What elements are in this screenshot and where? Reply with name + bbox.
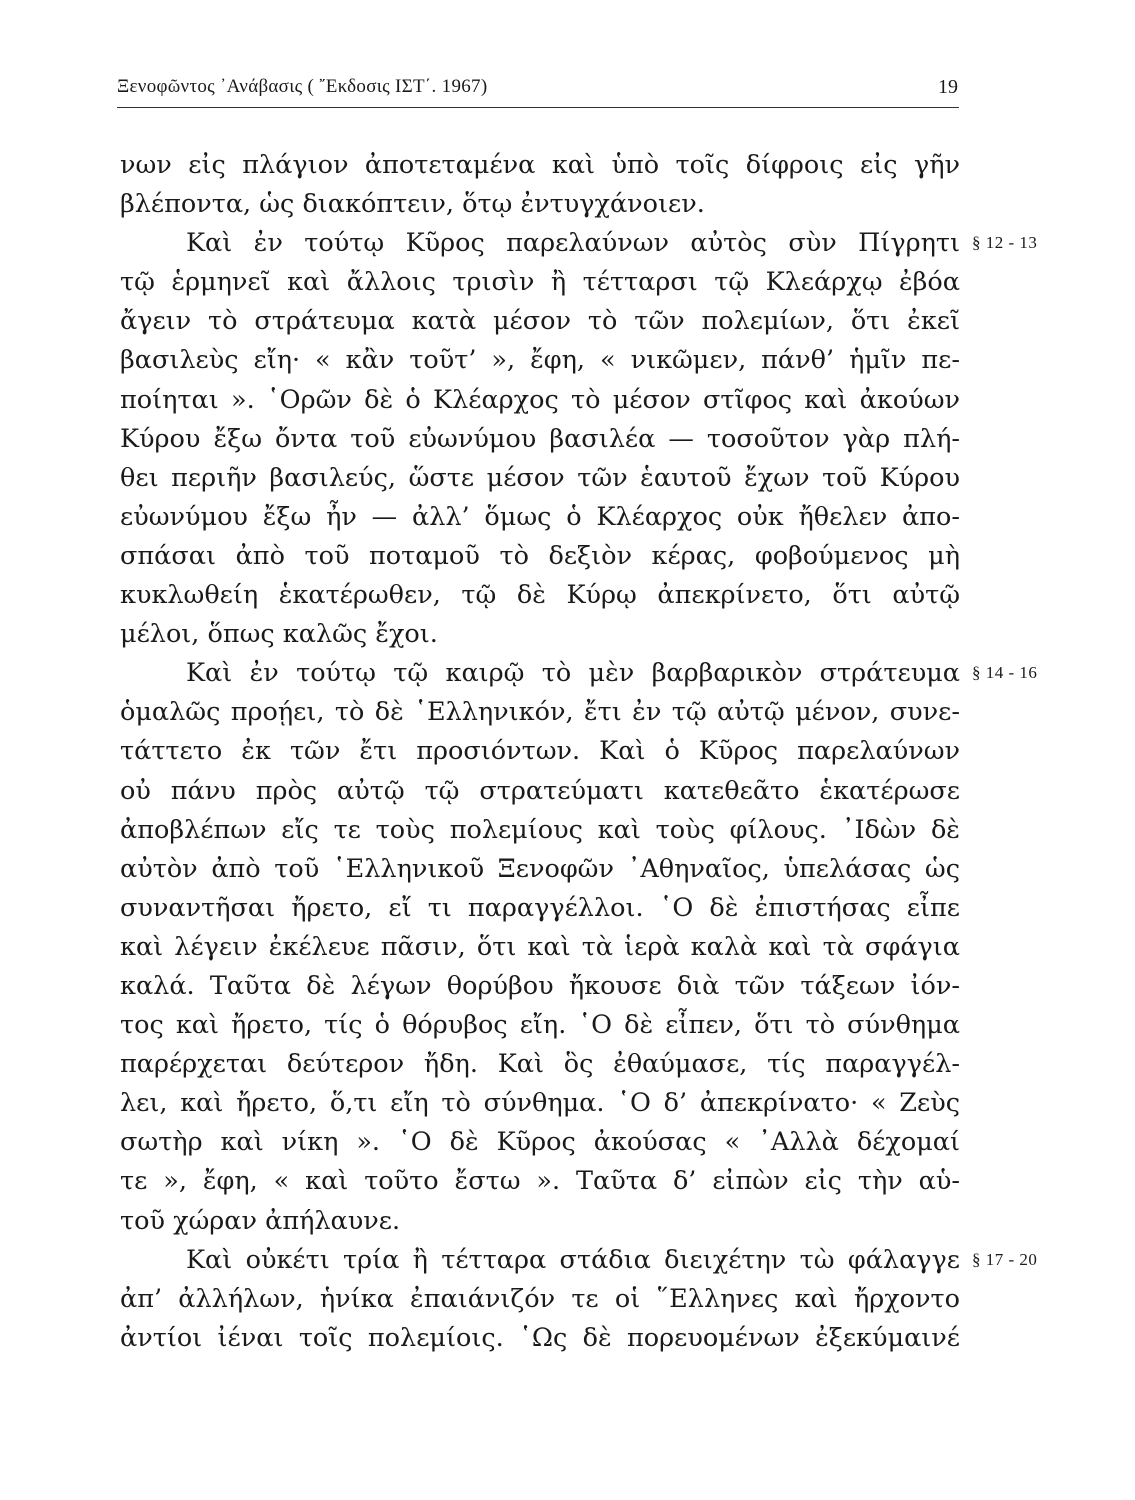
- text-line: μέλοι, ὅπως καλῶς ἔχοι.: [120, 619, 438, 650]
- text-line: τοῦ χώραν ἀπήλαυνε.: [120, 1205, 401, 1236]
- text-line: τῷ ἑρμηνεῖ καὶ ἄλλοις τρισὶν ἢ τέτταρσι τῷ Κλεάρχῳ ἐβόα: [120, 267, 960, 298]
- text-line: Κύρου ἔξω ὄντα τοῦ εὐωνύμου βασιλέα — τοσοῦτον γὰρ πλή-: [120, 423, 960, 454]
- running-title: Ξενοφῶντος ᾿Ανάβασις ( ῎Εκδοσις ΙΣΤ΄. 1967): [117, 76, 488, 97]
- text-line: τάττετο ἐκ τῶν ἔτι προσιόντων. Καὶ ὁ Κῦρος παρελαύνων: [120, 736, 960, 767]
- text-line: νων εἰς πλάγιον ἀποτεταμένα καὶ ὑπὸ τοῖς δίφροις εἰς γῆν: [120, 150, 960, 180]
- section-marker: § 14 - 16: [972, 663, 1038, 683]
- body-text: [120, 146, 960, 1358]
- text-line: συναντῆσαι ἤρετο, εἴ τι παραγγέλλοι. ῾Ο δὲ ἐπιστήσας εἶπε: [120, 892, 960, 923]
- text-line: οὐ πάνυ πρὸς αὐτῷ τῷ στρατεύματι κατεθεᾶτο ἑκατέρωσε: [120, 775, 960, 806]
- text-line: καὶ λέγειν ἐκέλευε πᾶσιν, ὅτι καὶ τὰ ἱερὰ καλὰ καὶ τὰ σφάγια: [120, 931, 960, 962]
- text-line: βλέποντα, ὡς διακόπτειν, ὅτῳ ἐντυγχάνοιεν.: [120, 189, 705, 220]
- text-line: κυκλωθείη ἑκατέρωθεν, τῷ δὲ Κύρῳ ἀπεκρίνετο, ὅτι αὐτῷ: [120, 580, 960, 611]
- text-line: τε », ἔφη, « καὶ τοῦτο ἔστω ». Ταῦτα δ’ εἰπὼν εἰς τὴν αὑ-: [120, 1166, 960, 1197]
- text-line: παρέρχεται δεύτερον ἤδη. Καὶ ὃς ἐθαύμασε, τίς παραγγέλ-: [120, 1049, 960, 1080]
- text-line: Καὶ ἐν τούτῳ τῷ καιρῷ τὸ μὲν βαρβαρικὸν στράτευμα: [186, 658, 960, 689]
- text-line: σπάσαι ἀπὸ τοῦ ποταμοῦ τὸ δεξιὸν κέρας, φοβούμενος μὴ: [120, 540, 960, 571]
- text-line: ὁμαλῶς προῄει, τὸ δὲ ῾Ελληνικόν, ἔτι ἐν τῷ αὐτῷ μένον, συνε-: [120, 697, 960, 728]
- text-line: τος καὶ ἤρετο, τίς ὁ θόρυβος εἴη. ῾Ο δὲ εἶπεν, ὅτι τὸ σύνθημα: [120, 1010, 960, 1041]
- text-line: σωτὴρ καὶ νίκη ». ῾Ο δὲ Κῦρος ἀκούσας « ᾿Αλλὰ δέχομαί: [120, 1127, 960, 1158]
- text-line: ἀπ’ ἀλλήλων, ἡνίκα ἐπαιάνιζόν τε οἱ ῞Ελληνες καὶ ἤρχοντο: [120, 1283, 960, 1314]
- text-line: ποίηται ». ῾Ορῶν δὲ ὁ Κλέαρχος τὸ μέσον στῖφος καὶ ἀκούων: [120, 384, 960, 415]
- section-marker: § 12 - 13: [972, 233, 1038, 253]
- page-number: 19: [938, 76, 958, 98]
- text-line: εὐωνύμου ἔξω ἦν — ἀλλ’ ὅμως ὁ Κλέαρχος οὐκ ἤθελεν ἀπο-: [120, 501, 960, 532]
- text-line: λει, καὶ ἤρετο, ὅ,τι εἴη τὸ σύνθημα. ῾Ο δ’ ἀπεκρίνατο· « Ζεὺς: [120, 1088, 960, 1119]
- section-marker: § 17 - 20: [972, 1249, 1038, 1269]
- text-line: ἀντίοι ἰέναι τοῖς πολεμίοις. ῾Ως δὲ πορευομένων ἐξεκύμαινέ: [120, 1322, 960, 1353]
- text-line: ἀποβλέπων εἴς τε τοὺς πολεμίους καὶ τοὺς φίλους. ᾿Ιδὼν δὲ: [120, 814, 960, 845]
- header-rule: [117, 107, 959, 108]
- text-line: καλά. Ταῦτα δὲ λέγων θορύβου ἤκουσε διὰ τῶν τάξεων ἰόν-: [120, 970, 960, 1001]
- text-line: Καὶ ἐν τούτῳ Κῦρος παρελαύνων αὐτὸς σὺν Πίγρητι: [186, 228, 960, 259]
- text-line: αὐτὸν ἀπὸ τοῦ ῾Ελληνικοῦ Ξενοφῶν ᾿Αθηναῖος, ὑπελάσας ὡς: [120, 853, 960, 884]
- text-line: θει περιῆν βασιλεύς, ὥστε μέσον τῶν ἑαυτοῦ ἔχων τοῦ Κύρου: [120, 462, 960, 493]
- text-line: ἄγειν τὸ στράτευμα κατὰ μέσον τὸ τῶν πολεμίων, ὅτι ἐκεῖ: [120, 306, 960, 337]
- text-line: βασιλεὺς εἴη· « κἂν τοῦτ’ », ἔφη, « νικῶμεν, πάνθ’ ἡμῖν πε-: [120, 345, 960, 376]
- text-line: Καὶ οὐκέτι τρία ἢ τέτταρα στάδια διειχέτην τὼ φάλαγγε: [186, 1244, 960, 1275]
